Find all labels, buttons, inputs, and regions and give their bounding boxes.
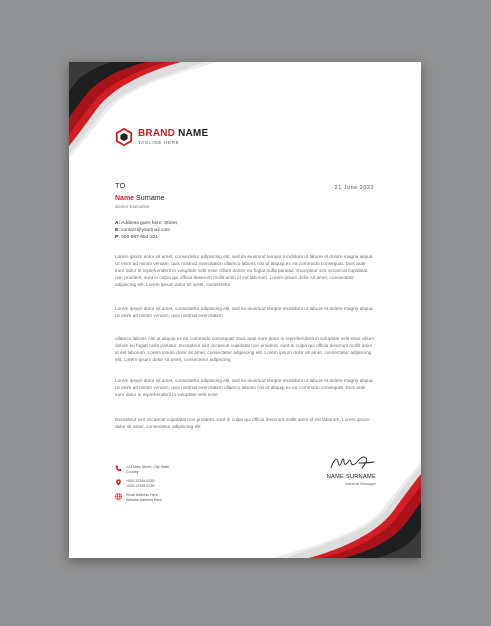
- brand-block: [115, 128, 208, 146]
- brand-tagline: TAGLINE HERE: [138, 139, 180, 145]
- globe-icon: [115, 493, 122, 500]
- phone-key: P:: [115, 235, 120, 240]
- footer-web-line2: Website Address Here: [126, 497, 162, 502]
- recipient-last-name: Surname: [136, 195, 165, 202]
- brand-name-part2: NAME: [178, 127, 209, 139]
- signature-name: NAME SURNAME: [326, 474, 376, 480]
- footer-address-line2: Country: [126, 469, 139, 474]
- body-paragraph-4: Lorem ipsum dolor sit amet, consectetur adipiscing elit, sed do eiusmod tempor incididunt ut labore et dolore magna aliqua. Ut enim ad minim veniam, quis nostrud exercitation ullamco laboris nisi ut aliquip ex ea commodo consequat. Duis aute irure dolor in reprehenderit in voluptate velit esse: [115, 379, 374, 398]
- footer-phone-line2: +000-12345-6789: [126, 483, 155, 488]
- letterhead-page: [69, 62, 421, 558]
- brand-name: [138, 129, 208, 139]
- address-value: Address goes here: Street,: [121, 221, 179, 226]
- email-key: E:: [115, 228, 120, 233]
- footer-phone-line1: +000-12345-6789: [126, 479, 155, 484]
- address-key: A:: [115, 221, 121, 226]
- contact-email-row: [115, 227, 178, 234]
- footer-web-line1: Email Address Here: [126, 493, 158, 498]
- recipient-name: [115, 195, 164, 202]
- signature-title: General Manager: [344, 481, 376, 486]
- contact-address-row: [115, 220, 178, 227]
- footer-address-row: [115, 465, 170, 474]
- location-pin-icon: [115, 479, 122, 486]
- phone-icon: [115, 465, 122, 472]
- contact-phone-row: [115, 234, 178, 241]
- body-paragraph-3: ullamco laboris nisi ut aliquip ex ea commodo consequat. Duis aute irure dolor in reprehenderit in voluptate velit esse cillum dolore eu fugiat nulla pariatur. Excepteur sint occaecat cupidatat non proident, sunt in culpa qui officia deserunt mollit anim id est laborum. Lorem ipsum dolor sit amet, consectetur adipiscing elit, Lorem ipsum dolor sit amet, consectetur adipiscing elit, Lorem ipsum dolor sit amet, consectetur adipiscing: [115, 337, 375, 363]
- brand-name-part1: BRAND: [138, 127, 176, 139]
- body-paragraph-5: Excepteur sint occaecat cupidatat non proident, sunt in culpa qui officia deserunt mollit anim id est laborum. Lorem ipsum dolor sit amet, consectetur adipiscing elit: [115, 418, 370, 430]
- recipient-contact: [115, 220, 178, 241]
- footer-contact: [115, 465, 170, 508]
- recipient-title: Senior Executive: [115, 204, 150, 209]
- footer-address-line1: 123 Main Street, City State,: [126, 465, 170, 469]
- phone-value: 000-987-654-321: [121, 235, 158, 240]
- body-paragraph-2: Lorem ipsum dolor sit amet, consectetur adipiscing elit, sed do eiusmod tempor incididunt ut labore et dolore magna aliqua. Ut enim ad minim veniam, quis nostrud exercitation: [115, 307, 374, 319]
- footer-phone-row: [115, 479, 170, 488]
- recipient-block: [115, 195, 164, 209]
- hexagon-logo-icon: [115, 128, 133, 146]
- body-paragraph-1: Lorem ipsum dolor sit amet, consectetur adipiscing elit, sed do eiusmod tempor incididunt ut labore et dolore magna aliqua. Ut enim ad minim veniam, quis nostrud exercitation ullamco laboris nisi ut aliquip ex ea commodo consequat. Duis aute irure dolor in reprehenderit in voluptate velit esse cillum dolore eu fugiat nulla pariatur. Excepteur sint occaecat cupidatat non proident, sunt in culpa qui officia deserunt mollit anim id est laborum. Lorem ipsum dolor sit amet, consectetur adipiscing elit, Lorem ipsum dolor sit amet, consectetur: [115, 255, 374, 288]
- recipient-first-name: Name: [115, 195, 135, 202]
- email-value: contact@yourmail.com: [121, 228, 170, 233]
- letter-date: 21 June 2023: [334, 185, 374, 191]
- footer-web-row: [115, 493, 170, 502]
- signature-block: [327, 453, 376, 486]
- top-left-wave-decoration: [69, 62, 219, 162]
- to-label: TO: [115, 181, 126, 190]
- signature-scribble: [328, 453, 376, 473]
